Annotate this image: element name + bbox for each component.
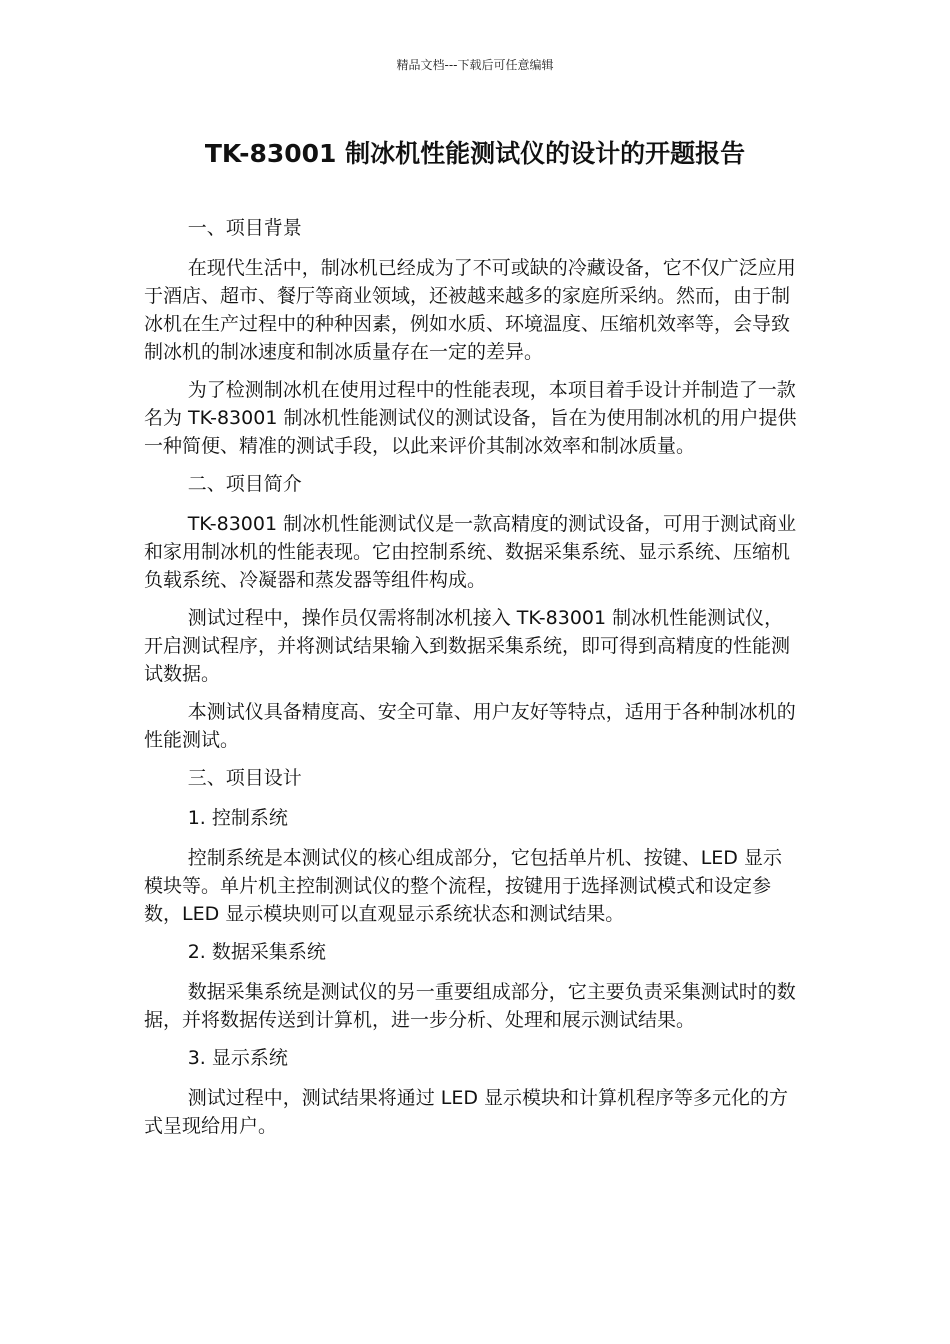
paragraph-display-system: 测试过程中，测试结果将通过 LED 显示模块和计算机程序等多元化的方式呈现给用户。 <box>144 1087 788 1137</box>
section-heading-background: 一、项目背景 <box>187 217 302 239</box>
paragraph-data-acquisition: 数据采集系统是测试仪的另一重要组成部分，它主要负责采集测试时的数据，并将数据传送到计算机，进一步分析、处理和展示测试结果。 <box>144 981 796 1031</box>
paragraph-introduction-3: 本测试仪具备精度高、安全可靠、用户友好等特点，适用于各种制冰机的性能测试。 <box>144 701 796 751</box>
document-title: TK-83001 制冰机性能测试仪的设计的开题报告 <box>204 139 746 168</box>
subheading-display-system: 3. 显示系统 <box>187 1047 288 1069</box>
subheading-data-acquisition: 2. 数据采集系统 <box>187 941 326 963</box>
paragraph-introduction-2: 测试过程中，操作员仅需将制冰机接入 TK-83001 制冰机性能测试仪，开启测试程序，并将测试结果输入到数据采集系统，即可得到高精度的性能测试数据。 <box>144 607 791 685</box>
section-heading-introduction: 二、项目简介 <box>187 473 302 495</box>
paragraph-control-system: 控制系统是本测试仪的核心组成部分，它包括单片机、按键、LED 显示模块等。单片机主控制测试仪的整个流程，按键用于选择测试模式和设定参数，LED 显示模块则可以直观显示系统状态和测试结果。 <box>144 847 782 925</box>
subheading-control-system: 1. 控制系统 <box>187 807 288 829</box>
page-header: 精品文档---下载后可任意编辑 <box>396 58 554 72</box>
paragraph-background-2: 为了检测制冰机在使用过程中的性能表现，本项目着手设计并制造了一款名为 TK-83001 制冰机性能测试仪的测试设备，旨在为使用制冰机的用户提供一种简便、精准的测试手段，以此来评价其制冰效率和制冰质量。 <box>144 379 797 457</box>
paragraph-background-1: 在现代生活中，制冰机已经成为了不可或缺的冷藏设备，它不仅广泛应用于酒店、超市、餐厅等商业领域，还被越来越多的家庭所采纳。然而，由于制冰机在生产过程中的种种因素，例如水质、环境温度、压缩机效率等，会导致制冰机的制冰速度和制冰质量存在一定的差异。 <box>144 257 796 363</box>
paragraph-introduction-1: TK-83001 制冰机性能测试仪是一款高精度的测试设备，可用于测试商业和家用制冰机的性能表现。它由控制系统、数据采集系统、显示系统、压缩机负载系统、冷凝器和蒸发器等组件构成。 <box>144 513 797 591</box>
document-body <box>144 214 800 1150</box>
section-heading-design: 三、项目设计 <box>187 767 302 789</box>
